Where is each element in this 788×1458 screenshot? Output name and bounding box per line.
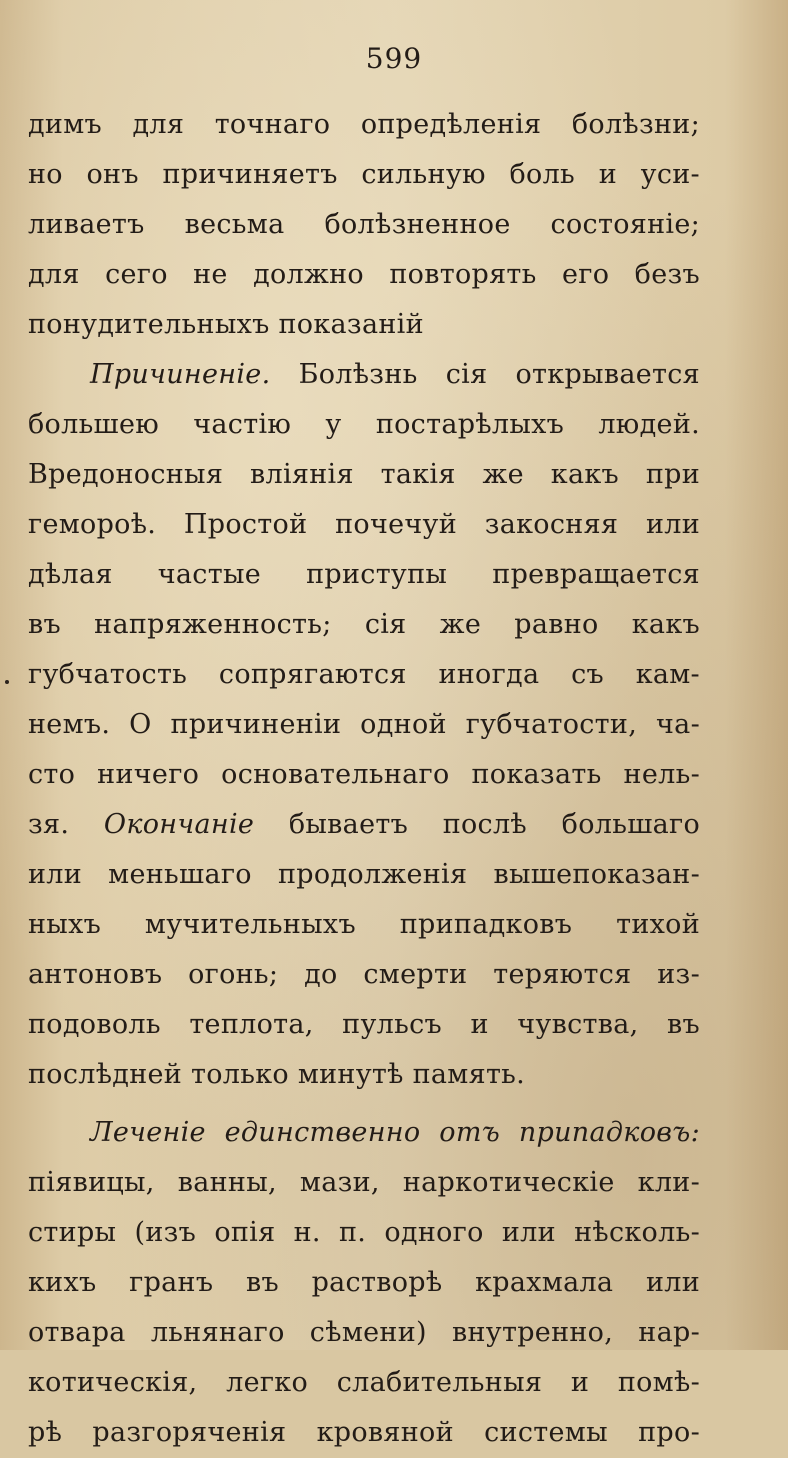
text-line: большею частію у постарѣлыхъ людей. [28,409,700,440]
text-line: кихъ гранъ въ растворѣ крахмала или [28,1267,700,1298]
margin-ink-mark [5,680,9,684]
text-line: котическія, легко слабительныя и помѣ- [28,1367,700,1398]
section-heading-lechenie: Леченіе единственно отъ припадковъ: [90,1117,700,1148]
text-line: понудительныхъ показаній [28,309,424,340]
text-line: піявицы, ванны, мази, наркотическіе кли- [28,1167,700,1198]
body-text [28,100,700,1458]
text-line: стиры (изъ опія н. п. одного или нѣсколь- [28,1217,700,1248]
text-line: губчатость сопрягаются иногда съ кам- [28,659,700,690]
text-line: Вредоносныя вліянія такія же какъ при [28,459,700,490]
text-line: для сего не должно повторять его безъ [28,259,700,290]
text-fragment: Болѣзнь сія открывается [298,359,701,390]
text-line: ливаетъ весьма болѣзненное состояніе; [28,209,700,240]
page-number: 599 [365,42,423,75]
mixed-text-line [28,800,700,850]
text-line: подоволь теплота, пульсъ и чувства, въ [28,1009,700,1040]
text-line: послѣдней только минутѣ память. [28,1059,526,1090]
text-line: рѣ разгоряченія кровяной системы про- [28,1417,700,1448]
text-line: димъ для точнаго опредѣленія болѣзни; [28,109,700,140]
text-line: въ напряженность; сія же равно какъ [28,609,700,640]
section-heading-okonchanie: Окончаніе [103,809,255,840]
text-line: или меньшаго продолженія вышепоказан- [28,859,700,890]
text-line: но онъ причиняетъ сильную боль и уси- [28,159,700,190]
text-fragment: зя. [28,809,70,840]
paragraph-start-line [28,350,700,400]
text-line: немъ. О причиненіи одной губчатости, ча- [28,709,700,740]
text-line: гемороѣ. Простой почечуй закосняя или [28,509,700,540]
section-heading-prichinenie: Причиненіе. [90,359,271,390]
text-line: ныхъ мучительныхъ припадковъ тихой [28,909,700,940]
text-line: дѣлая частые приступы превращается [28,559,700,590]
text-fragment: бываетъ послѣ большаго [288,809,700,840]
text-line: антоновъ огонь; до смерти теряются из- [28,959,700,990]
text-line: сто ничего основательнаго показать нель- [28,759,700,790]
text-line: отвара льнянаго сѣмени) внутренно, нар- [28,1317,700,1348]
